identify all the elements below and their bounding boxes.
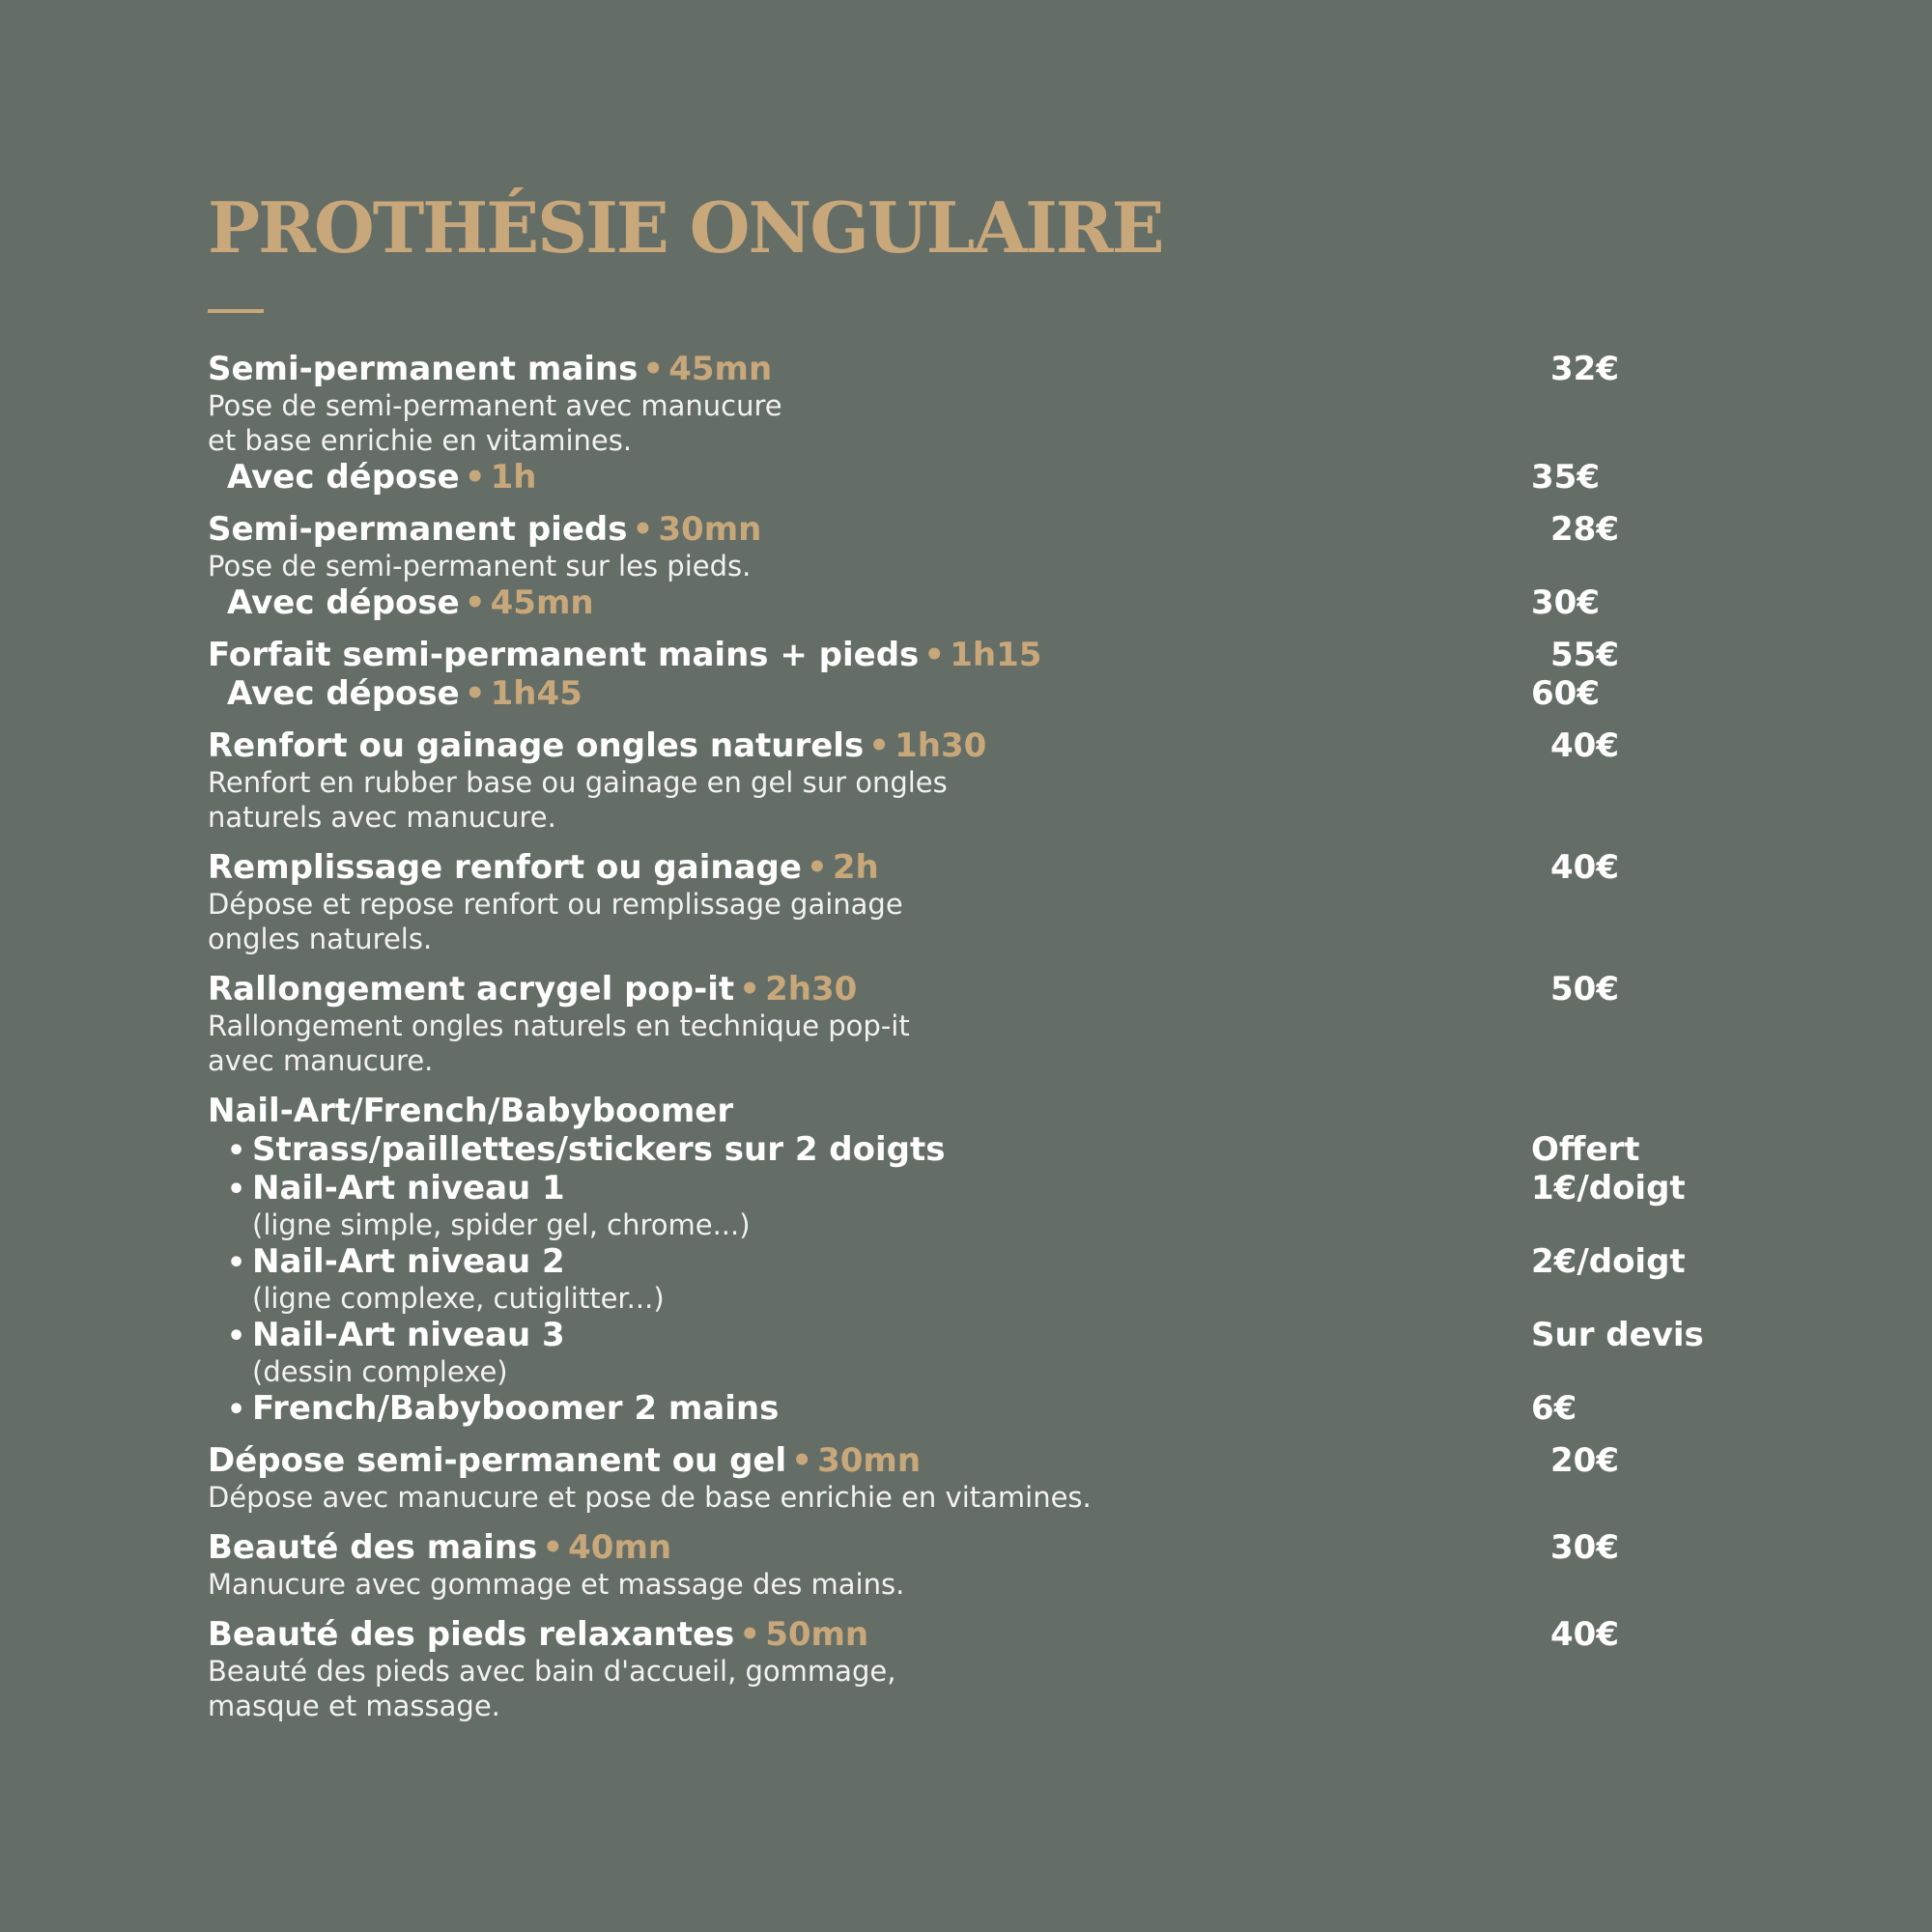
separator-dot: • bbox=[868, 726, 891, 765]
service-price: 40€ bbox=[1550, 848, 1619, 887]
bullet-price: 1€/doigt bbox=[1531, 1169, 1686, 1208]
nailart-heading: Nail-Art/French/Babyboomer bbox=[208, 1092, 734, 1130]
option-name: Avec dépose bbox=[227, 458, 460, 497]
service-price: 28€ bbox=[1550, 510, 1619, 549]
service-name: Semi-permanent pieds bbox=[208, 510, 628, 549]
option-name: Avec dépose bbox=[227, 674, 460, 713]
separator-dot: • bbox=[923, 636, 946, 674]
separator-dot: • bbox=[739, 970, 760, 1009]
service-name: Semi-permanent mains bbox=[208, 350, 639, 388]
bullet-price: Sur devis bbox=[1531, 1316, 1704, 1354]
separator-dot: • bbox=[739, 1615, 761, 1654]
service-description: Beauté des pieds avec bain d'accueil, gommage, bbox=[208, 1655, 896, 1688]
separator-dot: • bbox=[632, 510, 654, 549]
service-duration: 40mn bbox=[568, 1528, 672, 1567]
service-price: 50€ bbox=[1550, 970, 1619, 1009]
nailart-bullet bbox=[208, 1169, 1753, 1208]
service-description: naturels avec manucure. bbox=[208, 801, 556, 834]
service-price: 40€ bbox=[1550, 726, 1619, 765]
option-duration: 45mn bbox=[490, 583, 594, 622]
option-duration: 1h45 bbox=[490, 674, 582, 713]
bullet-name: French/Babyboomer 2 mains bbox=[252, 1389, 780, 1428]
separator-dot: • bbox=[464, 674, 486, 713]
nailart-bullet bbox=[208, 1389, 1753, 1428]
bullet-name: Nail-Art niveau 1 bbox=[252, 1169, 565, 1208]
separator-dot: • bbox=[464, 458, 486, 497]
bullet-name: Strass/paillettes/stickers sur 2 doigts bbox=[252, 1130, 946, 1169]
service-item bbox=[208, 726, 1753, 835]
service-item bbox=[208, 350, 1753, 497]
title-divider bbox=[208, 309, 264, 313]
service-duration: 2h bbox=[832, 848, 879, 887]
service-item bbox=[208, 510, 1753, 622]
service-duration: 1h15 bbox=[950, 636, 1042, 674]
service-description: Renfort en rubber base ou gainage en gel sur ongles bbox=[208, 766, 948, 799]
service-item bbox=[208, 848, 1753, 956]
service-item bbox=[208, 1441, 1753, 1515]
bullet-description: (ligne simple, spider gel, chrome...) bbox=[252, 1208, 751, 1241]
bullet-price: 6€ bbox=[1531, 1389, 1577, 1428]
service-duration: 50mn bbox=[765, 1615, 869, 1654]
nailart-bullet bbox=[208, 1316, 1753, 1354]
service-name: Renfort ou gainage ongles naturels bbox=[208, 726, 865, 765]
bullet-dot: • bbox=[227, 1246, 246, 1280]
service-name: Remplissage renfort ou gainage bbox=[208, 848, 802, 887]
price-list bbox=[208, 350, 1753, 1737]
bullet-description: (dessin complexe) bbox=[252, 1355, 508, 1388]
service-description: Pose de semi-permanent avec manucure bbox=[208, 389, 782, 422]
service-description: et base enrichie en vitamines. bbox=[208, 424, 633, 457]
service-option bbox=[208, 674, 1753, 713]
service-duration: 45mn bbox=[668, 350, 773, 388]
service-description: Rallongement ongles naturels en technique pop-it bbox=[208, 1009, 910, 1042]
separator-dot: • bbox=[806, 848, 828, 887]
bullet-dot: • bbox=[227, 1320, 246, 1353]
separator-dot: • bbox=[642, 350, 665, 388]
option-name: Avec dépose bbox=[227, 583, 460, 622]
service-duration: 1h30 bbox=[895, 726, 987, 765]
service-name: Beauté des mains bbox=[208, 1528, 538, 1567]
bullet-price: Offert bbox=[1531, 1130, 1640, 1169]
service-price: 40€ bbox=[1550, 1615, 1619, 1654]
service-price: 55€ bbox=[1550, 636, 1619, 674]
option-duration: 1h bbox=[490, 458, 537, 497]
service-description: avec manucure. bbox=[208, 1044, 434, 1077]
service-duration: 2h30 bbox=[765, 970, 858, 1009]
service-price: 20€ bbox=[1550, 1441, 1619, 1480]
service-item bbox=[208, 1528, 1753, 1602]
service-description: Manucure avec gommage et massage des mains. bbox=[208, 1568, 905, 1601]
service-description: Pose de semi-permanent sur les pieds. bbox=[208, 550, 752, 582]
service-description: Dépose avec manucure et pose de base enrichie en vitamines. bbox=[208, 1481, 1092, 1514]
service-item bbox=[208, 636, 1753, 713]
bullet-name: Nail-Art niveau 2 bbox=[252, 1242, 565, 1281]
separator-dot: • bbox=[791, 1441, 812, 1480]
service-option bbox=[208, 583, 1753, 622]
service-description: ongles naturels. bbox=[208, 923, 433, 955]
bullet-dot: • bbox=[227, 1393, 246, 1427]
bullet-name: Nail-Art niveau 3 bbox=[252, 1316, 565, 1354]
page-title: PROTHÉSIE ONGULAIRE bbox=[208, 186, 1163, 269]
service-item bbox=[208, 970, 1753, 1078]
service-name: Rallongement acrygel pop-it bbox=[208, 970, 735, 1009]
separator-dot: • bbox=[542, 1528, 564, 1567]
bullet-price: 2€/doigt bbox=[1531, 1242, 1686, 1281]
bullet-description: (ligne complexe, cutiglitter...) bbox=[252, 1282, 665, 1315]
service-description: masque et massage. bbox=[208, 1690, 500, 1722]
service-description: Dépose et repose renfort ou remplissage gainage bbox=[208, 888, 903, 921]
nailart-bullet bbox=[208, 1130, 1753, 1169]
option-price: 30€ bbox=[1531, 583, 1600, 622]
bullet-dot: • bbox=[227, 1173, 246, 1207]
bullet-dot: • bbox=[227, 1134, 246, 1168]
separator-dot: • bbox=[464, 583, 486, 622]
service-name: Dépose semi-permanent ou gel bbox=[208, 1441, 787, 1480]
service-name: Beauté des pieds relaxantes bbox=[208, 1615, 735, 1654]
service-item bbox=[208, 1615, 1753, 1723]
service-name: Forfait semi-permanent mains + pieds bbox=[208, 636, 920, 674]
service-duration: 30mn bbox=[658, 510, 762, 549]
service-price: 30€ bbox=[1550, 1528, 1619, 1567]
nailart-section bbox=[208, 1092, 1753, 1428]
service-duration: 30mn bbox=[817, 1441, 922, 1480]
service-option bbox=[208, 458, 1753, 497]
nailart-bullet bbox=[208, 1242, 1753, 1281]
service-price: 32€ bbox=[1550, 350, 1619, 388]
option-price: 35€ bbox=[1531, 458, 1600, 497]
option-price: 60€ bbox=[1531, 674, 1600, 713]
